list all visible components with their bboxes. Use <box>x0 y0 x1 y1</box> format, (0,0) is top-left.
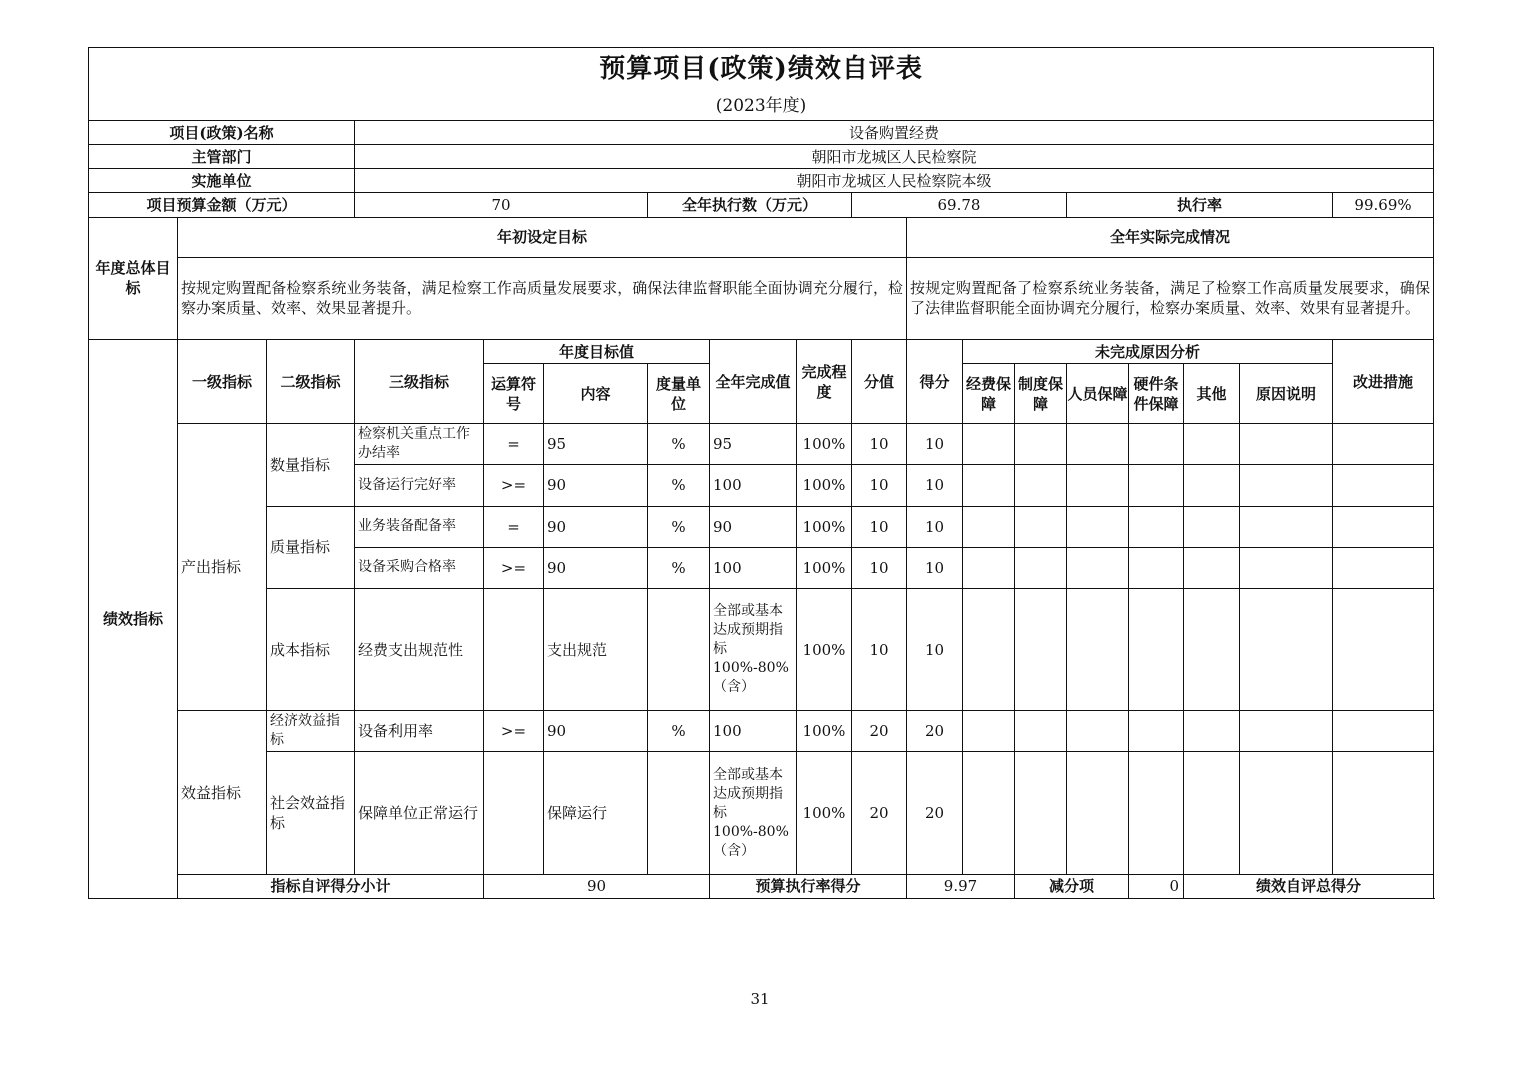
reason-explain-cell <box>1240 547 1333 588</box>
subtotal-label: 指标自评得分小计 <box>178 874 484 898</box>
header-obtained: 得分 <box>907 339 963 423</box>
reason-hardware-cell <box>1129 465 1184 506</box>
indicator-name: 保障单位正常运行 <box>355 752 484 874</box>
unit-value: 朝阳市龙城区人民检察院本级 <box>355 169 1434 193</box>
budget-score-value: 9.97 <box>907 874 1015 898</box>
reason-funding-cell <box>963 588 1015 710</box>
improve-cell <box>1333 711 1434 752</box>
reason-system-cell <box>1015 711 1067 752</box>
group-quantity: 数量指标 <box>267 424 355 506</box>
reason-funding-cell <box>963 465 1015 506</box>
reason-staff-cell <box>1067 465 1129 506</box>
rate-value: 99.69% <box>1333 193 1434 217</box>
project-name-label: 项目(政策)名称 <box>89 121 355 145</box>
header-reasons-group: 未完成原因分析 <box>963 339 1333 363</box>
reason-staff-cell <box>1067 547 1129 588</box>
group-output: 产出指标 <box>178 424 267 711</box>
title-block <box>89 48 1434 121</box>
indicator-obtained: 10 <box>907 506 963 547</box>
department-value: 朝阳市龙城区人民检察院 <box>355 145 1434 169</box>
indicator-completion: 100% <box>797 465 852 506</box>
indicator-content: 90 <box>544 465 648 506</box>
indicator-actual: 95 <box>710 424 797 465</box>
improve-cell <box>1333 752 1434 874</box>
header-unit: 度量单位 <box>648 364 710 424</box>
indicator-name: 设备采购合格率 <box>355 547 484 588</box>
table-row <box>89 506 1434 547</box>
reason-funding-cell <box>963 547 1015 588</box>
reason-other-cell <box>1184 506 1240 547</box>
initial-goal-text: 按规定购置配备检察系统业务装备，满足检察工作高质量发展要求，确保法律监督职能全面协调充分履行，检察办案质量、效率、效果显著提升。 <box>178 257 907 339</box>
header-reason-hardware: 硬件条件保障 <box>1129 364 1184 424</box>
indicator-content: 90 <box>544 506 648 547</box>
indicator-content: 支出规范 <box>544 588 648 710</box>
reason-explain-cell <box>1240 752 1333 874</box>
reason-hardware-cell <box>1129 588 1184 710</box>
reason-staff-cell <box>1067 711 1129 752</box>
indicator-obtained: 20 <box>907 752 963 874</box>
reason-explain-cell <box>1240 465 1333 506</box>
indicator-completion: 100% <box>797 588 852 710</box>
reason-other-cell <box>1184 547 1240 588</box>
indicator-obtained: 10 <box>907 424 963 465</box>
indicator-actual: 全部或基本达成预期指标100%-80%（含） <box>710 752 797 874</box>
reason-other-cell <box>1184 752 1240 874</box>
indicator-content: 95 <box>544 424 648 465</box>
indicator-unit <box>648 752 710 874</box>
document-year: (2023年度) <box>715 96 807 117</box>
table-row <box>89 424 1434 465</box>
indicator-actual: 90 <box>710 506 797 547</box>
indicator-score: 10 <box>852 588 907 710</box>
indicator-completion: 100% <box>797 547 852 588</box>
reason-other-cell <box>1184 588 1240 710</box>
indicator-content: 90 <box>544 711 648 752</box>
reason-hardware-cell <box>1129 752 1184 874</box>
indicator-completion: 100% <box>797 752 852 874</box>
header-reason-explain: 原因说明 <box>1240 364 1333 424</box>
reason-other-cell <box>1184 711 1240 752</box>
table-row <box>89 588 1434 710</box>
reason-staff-cell <box>1067 506 1129 547</box>
self-evaluation-table <box>88 47 1434 899</box>
table-row <box>89 711 1434 752</box>
reason-hardware-cell <box>1129 506 1184 547</box>
header-completion: 完成程度 <box>797 339 852 423</box>
budget-label: 项目预算金额（万元） <box>89 193 355 217</box>
indicator-operator: >= <box>484 711 544 752</box>
subtotal-value: 90 <box>484 874 710 898</box>
header-improve: 改进措施 <box>1333 339 1434 423</box>
indicator-content: 90 <box>544 547 648 588</box>
header-reason-funding: 经费保障 <box>963 364 1015 424</box>
indicator-score: 20 <box>852 752 907 874</box>
indicator-name: 设备利用率 <box>355 711 484 752</box>
reason-funding-cell <box>963 752 1015 874</box>
indicator-unit <box>648 588 710 710</box>
reason-funding-cell <box>963 506 1015 547</box>
header-target-group: 年度目标值 <box>484 339 710 363</box>
budget-score-label: 预算执行率得分 <box>710 874 907 898</box>
group-quality: 质量指标 <box>267 506 355 588</box>
goals-section-label: 年度总体目标 <box>89 217 178 339</box>
reason-other-cell <box>1184 424 1240 465</box>
total-label: 绩效自评总得分 <box>1184 874 1434 898</box>
header-level2: 二级指标 <box>267 339 355 423</box>
reason-system-cell <box>1015 752 1067 874</box>
executed-label: 全年执行数（万元） <box>648 193 852 217</box>
reason-hardware-cell <box>1129 547 1184 588</box>
indicator-score: 10 <box>852 547 907 588</box>
reason-funding-cell <box>963 711 1015 752</box>
indicator-completion: 100% <box>797 424 852 465</box>
header-level1: 一级指标 <box>178 339 267 423</box>
indicator-completion: 100% <box>797 711 852 752</box>
indicator-completion: 100% <box>797 506 852 547</box>
indicator-operator: >= <box>484 465 544 506</box>
page-number: 31 <box>750 990 770 1008</box>
reason-staff-cell <box>1067 752 1129 874</box>
indicator-name: 检察机关重点工作办结率 <box>355 424 484 465</box>
indicator-name: 经费支出规范性 <box>355 588 484 710</box>
indicator-unit: % <box>648 711 710 752</box>
indicator-unit: % <box>648 547 710 588</box>
initial-goal-label: 年初设定目标 <box>178 217 907 257</box>
indicator-operator: = <box>484 506 544 547</box>
table-row <box>89 752 1434 874</box>
reason-funding-cell <box>963 424 1015 465</box>
deduction-value: 0 <box>1129 874 1184 898</box>
header-reason-other: 其他 <box>1184 364 1240 424</box>
indicator-name: 业务装备配备率 <box>355 506 484 547</box>
header-content: 内容 <box>544 364 648 424</box>
indicator-obtained: 10 <box>907 465 963 506</box>
improve-cell <box>1333 465 1434 506</box>
unit-label: 实施单位 <box>89 169 355 193</box>
actual-goal-label: 全年实际完成情况 <box>907 217 1434 257</box>
document-title: 预算项目(政策)绩效自评表 <box>599 54 923 85</box>
indicator-obtained: 20 <box>907 711 963 752</box>
improve-cell <box>1333 547 1434 588</box>
indicator-unit: % <box>648 465 710 506</box>
executed-value: 69.78 <box>852 193 1067 217</box>
reason-explain-cell <box>1240 588 1333 710</box>
group-cost: 成本指标 <box>267 588 355 710</box>
reason-explain-cell <box>1240 506 1333 547</box>
rate-label: 执行率 <box>1067 193 1333 217</box>
indicator-actual: 100 <box>710 465 797 506</box>
indicator-score: 20 <box>852 711 907 752</box>
indicator-unit: % <box>648 506 710 547</box>
actual-goal-text: 按规定购置配备了检察系统业务装备，满足了检察工作高质量发展要求，确保了法律监督职能全面协调充分履行，检察办案质量、效率、效果有显著提升。 <box>907 257 1434 339</box>
header-actual: 全年完成值 <box>710 339 797 423</box>
reason-staff-cell <box>1067 424 1129 465</box>
indicators-section-label: 绩效指标 <box>89 339 178 898</box>
group-economic: 经济效益指标 <box>267 711 355 752</box>
reason-staff-cell <box>1067 588 1129 710</box>
indicator-operator <box>484 588 544 710</box>
group-social: 社会效益指标 <box>267 752 355 874</box>
project-name-value: 设备购置经费 <box>355 121 1434 145</box>
header-reason-system: 制度保障 <box>1015 364 1067 424</box>
header-level3: 三级指标 <box>355 339 484 423</box>
header-operator: 运算符号 <box>484 364 544 424</box>
reason-system-cell <box>1015 588 1067 710</box>
header-reason-staff: 人员保障 <box>1067 364 1129 424</box>
reason-system-cell <box>1015 547 1067 588</box>
department-label: 主管部门 <box>89 145 355 169</box>
header-score: 分值 <box>852 339 907 423</box>
indicator-score: 10 <box>852 465 907 506</box>
reason-system-cell <box>1015 424 1067 465</box>
improve-cell <box>1333 588 1434 710</box>
reason-system-cell <box>1015 465 1067 506</box>
indicator-operator: = <box>484 424 544 465</box>
deduction-label: 减分项 <box>1015 874 1129 898</box>
indicator-score: 10 <box>852 506 907 547</box>
indicator-unit: % <box>648 424 710 465</box>
reason-explain-cell <box>1240 711 1333 752</box>
indicator-name: 设备运行完好率 <box>355 465 484 506</box>
indicator-obtained: 10 <box>907 547 963 588</box>
budget-value: 70 <box>355 193 648 217</box>
indicator-actual: 100 <box>710 547 797 588</box>
group-benefit: 效益指标 <box>178 711 267 875</box>
reason-other-cell <box>1184 465 1240 506</box>
indicator-actual: 100 <box>710 711 797 752</box>
indicator-actual: 全部或基本达成预期指标100%-80%（含） <box>710 588 797 710</box>
reason-hardware-cell <box>1129 711 1184 752</box>
reason-explain-cell <box>1240 424 1333 465</box>
reason-system-cell <box>1015 506 1067 547</box>
indicator-operator: >= <box>484 547 544 588</box>
reason-hardware-cell <box>1129 424 1184 465</box>
indicator-obtained: 10 <box>907 588 963 710</box>
indicator-score: 10 <box>852 424 907 465</box>
improve-cell <box>1333 506 1434 547</box>
indicator-operator <box>484 752 544 874</box>
improve-cell <box>1333 424 1434 465</box>
indicator-content: 保障运行 <box>544 752 648 874</box>
